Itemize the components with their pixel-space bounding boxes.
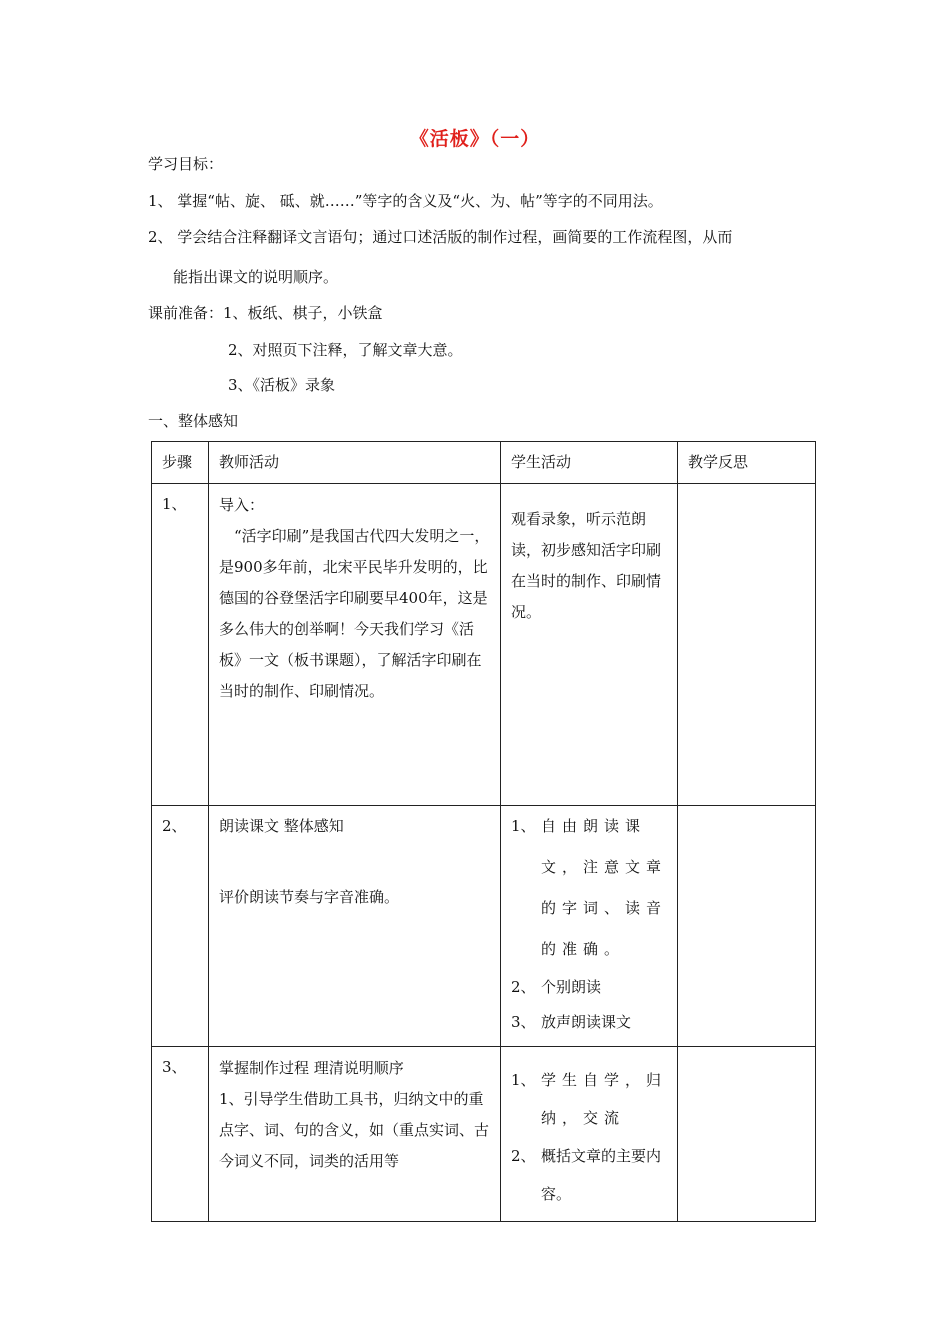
preparation-line-1: 课前准备：1、板纸、棋子，小铁盒 (148, 304, 383, 322)
item-text: 学生自学，归纳，交流 (541, 1071, 668, 1127)
student-activity-item (511, 1137, 667, 1213)
teacher-activity-title: 朗读课文 整体感知 (219, 817, 344, 835)
table-row (152, 806, 816, 1047)
objective-1: 1、 掌握“帖、旋、 砥、就……”等字的含义及“火、为、帖”等字的不同用法。 (148, 192, 663, 210)
item-text: 个别朗读 (541, 978, 602, 996)
objective-2: 2、 学会结合注释翻译文言语句；通过口述活版的制作过程，画简要的工作流程图，从而 (148, 228, 733, 246)
item-number: 2、 (511, 978, 536, 996)
header-step: 步骤 (152, 442, 209, 484)
student-activity-item (511, 806, 667, 970)
item-text: 概括文章的主要内容。 (541, 1147, 662, 1203)
reflection-cell (678, 806, 816, 1047)
teacher-activity (209, 484, 501, 806)
reflection-cell (678, 1047, 816, 1222)
section-heading: 一、整体感知 (148, 412, 239, 430)
teacher-activity-body: 1、引导学生借助工具书，归纳文中的重点字、词、句的含义，如（重点实词、古今词义不同，词类的活用等 (219, 1090, 490, 1170)
student-activity-item (511, 1005, 667, 1040)
teacher-activity (209, 806, 501, 1047)
table-row (152, 1047, 816, 1222)
student-activity (501, 1047, 678, 1222)
objectives-heading: 学习目标： (148, 155, 224, 173)
objective-2-continued: 能指出课文的说明顺序。 (173, 268, 339, 286)
teacher-activity-body: “活字印刷”是我国古代四大发明之一，是900多年前，北宋平民毕升发明的，比德国的谷登堡活字印刷要早400年，这是多么伟大的创举啊！今天我们学习《活板》一文（板书课题），了解活字印刷在当时的制作、印刷情况。 (219, 527, 490, 700)
student-activity-item (511, 1061, 667, 1137)
item-text: 放声朗读课文 (541, 1013, 632, 1031)
preparation-line-3: 3、《活板》录象 (228, 376, 336, 394)
header-reflection: 教学反思 (678, 442, 816, 484)
teacher-activity (209, 1047, 501, 1222)
table-header-row (152, 442, 816, 484)
teacher-activity-title: 掌握制作过程 理清说明顺序 (219, 1059, 404, 1077)
preparation-line-2: 2、对照页下注释，了解文章大意。 (228, 341, 463, 359)
step-number: 1、 (152, 484, 209, 806)
student-activity (501, 806, 678, 1047)
teacher-activity-title: 导入： (219, 496, 265, 514)
item-number: 1、 (511, 1071, 536, 1089)
student-activity-item (511, 970, 667, 1005)
teacher-activity-body: 评价朗读节奏与字音准确。 (219, 888, 400, 906)
table-row (152, 484, 816, 806)
item-number: 2、 (511, 1147, 536, 1165)
reflection-cell (678, 484, 816, 806)
lesson-plan-table (151, 441, 816, 1222)
step-number: 2、 (152, 806, 209, 1047)
item-number: 3、 (511, 1013, 536, 1031)
header-teacher: 教师活动 (209, 442, 501, 484)
item-text: 自由朗读课文，注意文章的字词、读音的准确。 (541, 817, 668, 958)
header-student: 学生活动 (501, 442, 678, 484)
step-number: 3、 (152, 1047, 209, 1222)
student-activity (501, 484, 678, 806)
page-title: 《活板》（一） (409, 128, 541, 150)
student-activity-text: 观看录象，听示范朗读，初步感知活字印刷在当时的制作、印刷情况。 (511, 510, 662, 621)
item-number: 1、 (511, 817, 536, 835)
